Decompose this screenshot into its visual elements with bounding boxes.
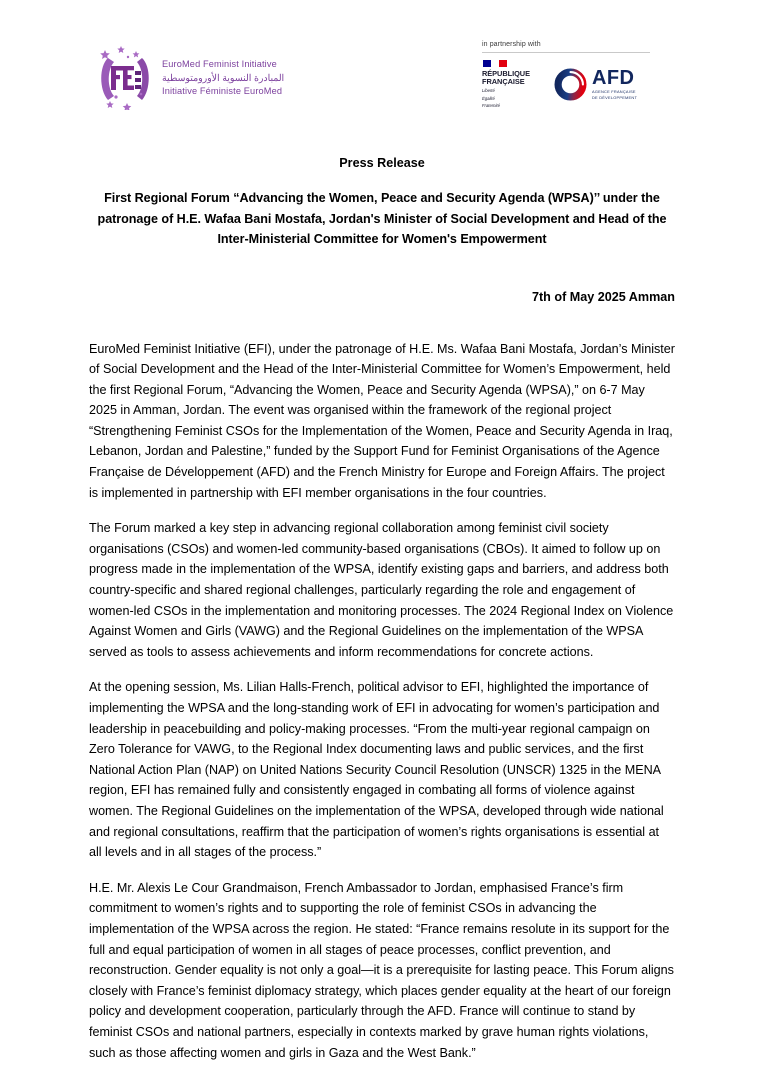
- republique-motto-line3: Fraternité: [482, 102, 500, 108]
- republique-name-line2: FRANÇAISE: [482, 77, 525, 87]
- afd-subtitle-line1: AGENCE FRANÇAISE: [592, 89, 636, 94]
- efi-name-ar: المبادرة النسوية الأورومتوسطية: [162, 71, 285, 83]
- republique-motto-line2: Égalité: [482, 95, 495, 101]
- paragraph-2: The Forum marked a key step in advancing regional collaboration among feminist civil society organisations (CSOs) and women-led community-based organisations (CBOs). It aimed to follow up on progress made in the implementation of the WPSA, identify existing gaps and barriers, and address both country-specific and shared regional challenges, particularly regarding the role and engagement of women-led CSOs in the implementation and monitoring processes. The 2024 Regional Index on Violence Against Women and Girls (VAWG) and the Regional Guidelines on the implementation of the WPSA served as tools to assess achievements and inform recommendations for concrete actions.: [89, 521, 674, 659]
- paragraph-3: At the opening session, Ms. Lilian Halls-French, political advisor to EFI, highlighted the importance of implementing the WPSA and the long-standing work of EFI in advocating for women’s participation and leadership in peacebuilding and policy-making processes. “From the multi-year regional campaign on Zero Tolerance for VAWG, to the Regional Index documenting laws and public services, and the first National Action Plan (NAP) on United Nations Security Council Resolution (UNSCR) 1325 in the MENA region, EFI has remained fully and consistently engaged in combating all forms of violence against women. The Regional Guidelines on the implementation of the WPSA, developed through wide national and regional consultations, reaffirm that the participation of women’s rights organisations is essential at all levels and in all stages of the process.”: [89, 680, 664, 860]
- afd-name: AFD: [592, 67, 635, 89]
- partnership-label: in partnership with: [482, 41, 541, 48]
- republique-name-line1: RÉPUBLIQUE: [482, 69, 530, 78]
- afd-subtitle-line2: DE DÉVELOPPEMENT: [592, 95, 638, 100]
- dateline: 7th of May 2025 Amman: [531, 289, 675, 304]
- republique-motto-line1: Liberté: [482, 88, 495, 94]
- document-content: [89, 0, 675, 1063]
- press-release-kicker: Press Release: [339, 156, 425, 170]
- body-paragraphs: [89, 339, 675, 1064]
- efi-name-en: EuroMed Feminist Initiative: [162, 59, 277, 70]
- efi-name-fr: Initiative Féministe EuroMed: [162, 86, 283, 97]
- page-title: First Regional Forum “Advancing the Women, Peace and Security Agenda (WPSA)’’ under the patronage of H.E. Wafaa Bani Mostafa, Jordan's Minister of Social Development and Head of the Inter-Ministerial Committee for Women's Empowerment: [97, 191, 667, 246]
- paragraph-4: H.E. Mr. Alexis Le Cour Grandmaison, French Ambassador to Jordan, emphasised France’s firm commitment to women’s rights and to supporting the role of feminist CSOs in advancing the implementation of the WPSA across the region. He stated: “France remains resolute in its support for the full and equal participation of women in all stages of peace processes, conflict prevention, and reconstruction. Gender equality is not only a goal—it is a prerequisite for lasting peace. This Forum aligns closely with France’s feminist diplomacy strategy, which places gender equality at the heart of our foreign policy and development cooperation, particularly through the AFD. France will continue to stand by feminist CSOs and national partners, especially in contexts marked by grave human rights violations, such as those affecting women and girls in Gaza and the West Bank.”: [89, 880, 674, 1060]
- paragraph-1: EuroMed Feminist Initiative (EFI), under the patronage of H.E. Ms. Wafaa Bani Mostafa, Jordan’s Minister of Social Development and the Head of the Inter-Ministerial Committee for Women’s Empowerment, held the first Regional Forum, “Advancing the Women, Peace and Security Agenda (WPSA),” on 6-7 May 2025 in Amman, Jordan. The event was organised within the framework of the regional project “Strengthening Feminist CSOs for the Implementation of the Women, Peace and Security Agenda in Iraq, Lebanon, Jordan and Palestine,” funded by the Support Fund for Feminist Organisations of the Agence Française de Développement (AFD) and the French Ministry for Europe and Foreign Affairs. The project is implemented in partnership with EFI member organisations in the four countries.: [89, 341, 675, 500]
